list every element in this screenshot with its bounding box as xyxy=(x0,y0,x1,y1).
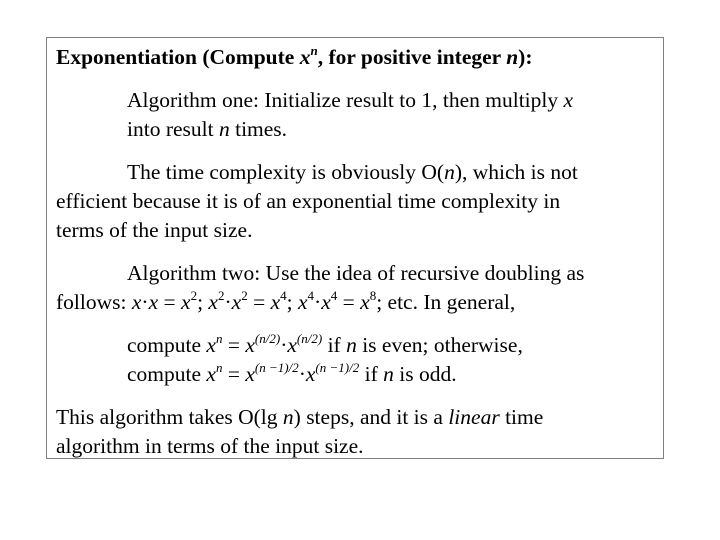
conclusion-line-1: This algorithm takes O(lg n) steps, and it is a linear time xyxy=(56,405,544,429)
conclusion-line-2: algorithm in terms of the input size. xyxy=(56,434,364,458)
algorithm-two-line-2: follows: $x\cdot x = x^2$; $x^2\cdot x^2 = x^4$; $x^4\cdot x^4 = x^8$; etc. In general, xyxy=(56,287,516,314)
slide-title: Exponentiation (Compute $x^n$, for positive integer n): xyxy=(56,42,533,69)
general-odd-formula: compute $x^n = x^{(n -1)/2}\cdot x^{(n -1)/2}$ if n is odd. xyxy=(127,359,457,386)
complexity-line-3: terms of the input size. xyxy=(56,218,253,242)
algorithm-one-line-2: into result n times. xyxy=(127,117,288,141)
algorithm-one-line-1: Algorithm one: Initialize result to 1, then multiply x xyxy=(127,88,574,112)
algorithm-two-line-1: Algorithm two: Use the idea of recursive doubling as xyxy=(127,261,585,285)
general-even-formula: compute $x^n = x^{(n/2)}\cdot x^{(n/2)}$ if n is even; otherwise, xyxy=(127,330,523,357)
complexity-line-1: The time complexity is obviously O(n), which is not xyxy=(127,160,578,184)
complexity-line-2: efficient because it is of an exponential time complexity in xyxy=(56,189,561,213)
